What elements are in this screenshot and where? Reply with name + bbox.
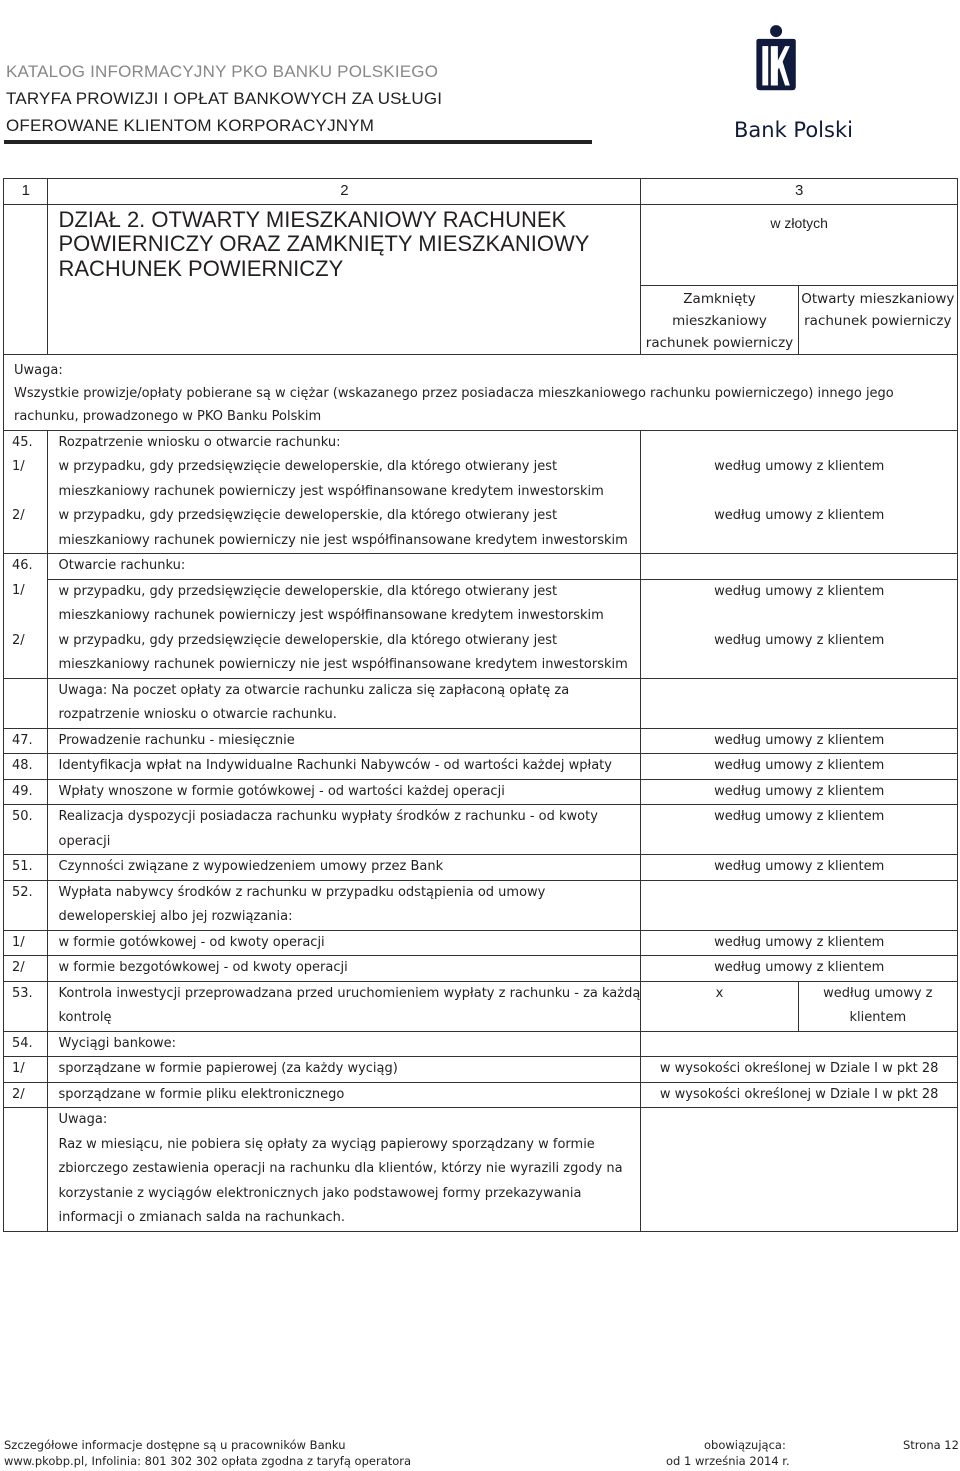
fee-table [3,178,958,1232]
footer-valid-date: od 1 września 2014 r. [666,1454,790,1468]
table-row: 1/ w przypadku, gdy przedsięwzięcie deweloperskie, dla którego otwierany jest mieszkaniowy rachunek powierniczy jest współfinansowane kredytem inwestorskim według umowy z klientem [4,455,958,504]
table-row: 2/ w formie bezgotówkowej - od kwoty operacji według umowy z klientem [4,956,958,982]
table-row: 46. Otwarcie rachunku: [4,554,958,580]
table-row: 50. Realizacja dyspozycji posiadacza rachunku wypłaty środków z rachunku - od kwoty operacji według umowy z klientem [4,805,958,855]
header-line-1: KATALOG INFORMACYJNY PKO BANKU POLSKIEGO [6,62,439,81]
logo-text: Bank Polski [734,118,853,142]
table-row: 2/ w przypadku, gdy przedsięwzięcie deweloperskie, dla którego otwierany jest mieszkaniowy rachunek powierniczy nie jest współfinansowane kredytem inwestorskim według umowy z klientem [4,504,958,554]
note-text: Wszystkie prowizje/opłaty pobierane są w ciężar (wskazanego przez posiadacza mieszkaniowego rachunku powierniczego) innego jego rachunku, prowadzonego w PKO Banku Polskim [14,385,894,424]
col-number-1: 1 [4,179,48,205]
table-row: 52. Wypłata nabywcy środków z rachunku w przypadku odstąpienia od umowy deweloperskiej albo jej rozwiązania: [4,880,958,930]
table-row: 53. Kontrola inwestycji przeprowadzana przed uruchomieniem wypłaty z rachunku - za każdą kontrolę x według umowy z klientem [4,981,958,1031]
footer-link: www.pkobp.pl, Infolinia: 801 302 302 opłata zgodna z taryfą operatora [4,1454,412,1468]
column-closed-account: Zamknięty mieszkaniowy rachunek powierniczy [641,285,798,354]
table-row: 1/ w przypadku, gdy przedsięwzięcie deweloperskie, dla którego otwierany jest mieszkaniowy rachunek powierniczy jest współfinansowane kredytem inwestorskim według umowy z klientem [4,579,958,629]
table-row: 2/ w przypadku, gdy przedsięwzięcie deweloperskie, dla którego otwierany jest mieszkaniowy rachunek powierniczy nie jest współfinansowane kredytem inwestorskim według umowy z klientem [4,629,958,679]
header-line-3: OFEROWANE KLIENTOM KORPORACYJNYM [6,116,375,135]
general-note-row [4,354,958,430]
note-label: Uwaga: [14,362,63,378]
footer-contact [4,1437,411,1469]
statement-note-text: Raz w miesiącu, nie pobiera się opłaty za wyciąg papierowy sporządzany w formie zbiorczego zestawienia operacji na rachunku dla klientów, którzy nie wyrazili zgody na korzystanie z wyciągów elektronicznych jako podstawowej formy przekazywania informacji o zmianach salda na rachunkach. [58,1136,623,1225]
document-header [6,58,442,139]
footer-validity [666,1437,790,1469]
statement-note-label: Uwaga: [58,1112,108,1127]
table-row: 54. Wyciągi bankowe: [4,1031,958,1057]
footer-info: Szczegółowe informacje dostępne są u pracowników Banku [4,1438,346,1452]
col-number-2: 2 [48,179,641,205]
column-open-account: Otwarty mieszkaniowy rachunek powierniczy [798,285,957,354]
table-row: 49. Wpłaty wnoszone w formie gotówkowej - od wartości każdej operacji według umowy z klientem [4,779,958,805]
page-number: Strona 12 [903,1438,959,1452]
col-number-3: 3 [641,179,958,205]
table-row: 51. Czynności związane z wypowiedzeniem umowy przez Bank według umowy z klientem [4,855,958,881]
table-row: 48. Identyfikacja wpłat na Indywidualne Rachunki Nabywców - od wartości każdej wpłaty według umowy z klientem [4,754,958,780]
table-row: 1/ w formie gotówkowej - od kwoty operacji według umowy z klientem [4,930,958,956]
table-row: 1/ sporządzane w formie papierowej (za każdy wyciąg) w wysokości określonej w Dziale I w pkt 28 [4,1057,958,1083]
pko-logo-icon [754,2,828,114]
table-row: 2/ sporządzane w formie pliku elektronicznego w wysokości określonej w Dziale I w pkt 28 [4,1082,958,1108]
table-row: 47. Prowadzenie rachunku - miesięcznie według umowy z klientem [4,728,958,754]
column-heading-row [4,285,958,354]
section-title: DZIAŁ 2. OTWARTY MIESZKANIOWY RACHUNEK POWIERNICZY ORAZ ZAMKNIĘTY MIESZKANIOWY RACHUNEK POWIERNICZY [48,204,641,285]
currency-unit: w złotych [641,204,958,285]
header-rule [4,140,592,144]
footer-valid-label: obowiązująca: [704,1438,786,1452]
table-row: Uwaga: Na poczet opłaty za otwarcie rachunku zalicza się zapłaconą opłatę za rozpatrzenie wniosku o otwarcie rachunku. [4,678,958,728]
table-row [4,1108,958,1232]
table-row: 45. Rozpatrzenie wniosku o otwarcie rachunku: [4,430,958,455]
column-number-row [4,179,958,205]
header-line-2: TARYFA PROWIZJI I OPŁAT BANKOWYCH ZA USŁUGI [6,89,443,108]
title-row [4,204,958,285]
